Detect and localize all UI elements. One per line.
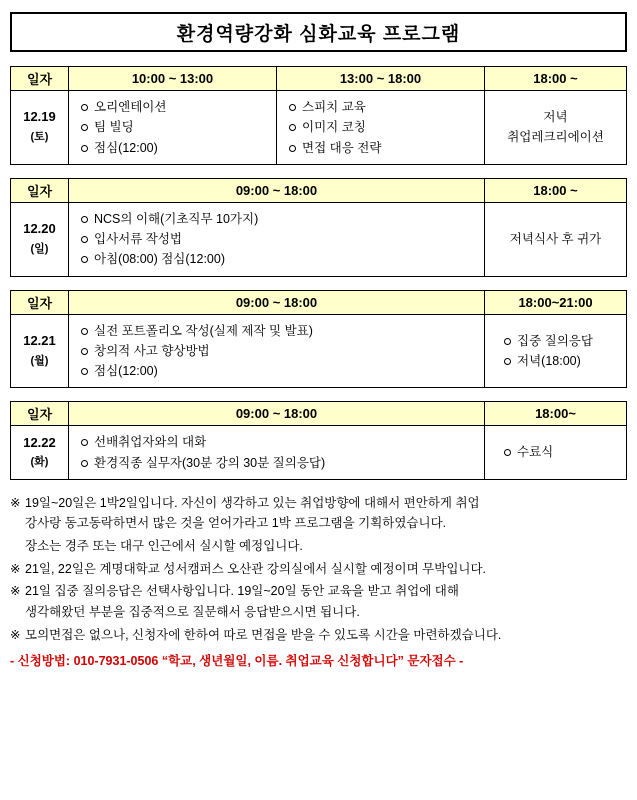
day-of-week: (토): [30, 131, 49, 144]
list-item: 오리엔테이션: [79, 97, 272, 117]
list-item: 아침(08:00) 점심(12:00): [79, 249, 480, 269]
note-item: [10, 625, 627, 646]
column-header-date: 일자: [11, 402, 69, 426]
column-header-date: 일자: [11, 290, 69, 314]
schedule-table-1219: [10, 66, 627, 165]
list-item: NCS의 이해(기초직무 10가지): [79, 209, 480, 229]
table-row: [11, 202, 627, 276]
session-list-evening: [485, 91, 627, 165]
session-list-evening: [485, 426, 627, 480]
list-item: 이미지 코칭: [287, 117, 480, 137]
session-list-morning: [69, 91, 277, 165]
column-header-slot1: 09:00 ~ 18:00: [69, 290, 485, 314]
note-item: [25, 536, 627, 557]
note-line: 19일~20일은 1박2일입니다. 자신이 생각하고 있는 취업방향에 대해서 편안하게 취업: [25, 495, 480, 510]
note-line: 21일 집중 질의응답은 선택사항입니다. 19일~20일 동안 교육을 받고 취업에 대해: [25, 584, 459, 599]
column-header-date: 일자: [11, 178, 69, 202]
table-header-row: [11, 402, 627, 426]
page-title: 환경역량강화 심화교육 프로그램: [176, 23, 461, 45]
table-header-row: [11, 178, 627, 202]
date-value: 12.22: [23, 434, 56, 450]
column-header-slot1: 09:00 ~ 18:00: [69, 402, 485, 426]
list-item: 팀 빌딩: [79, 117, 272, 137]
session-list-evening: [485, 314, 627, 388]
note-item: [10, 493, 627, 534]
column-header-slot2: 18:00~: [485, 402, 627, 426]
column-header-slot2: 18:00 ~: [485, 178, 627, 202]
session-list-afternoon: [277, 91, 485, 165]
page-title-box: [10, 12, 627, 52]
session-list-dayprogram: [69, 202, 485, 276]
list-item: 집중 질의응답: [495, 331, 622, 351]
note-mark: ※: [10, 495, 21, 510]
note-body: [25, 536, 627, 557]
list-item: 점심(12:00): [79, 361, 480, 381]
date-cell: [11, 314, 69, 388]
column-header-slot1: 09:00 ~ 18:00: [69, 178, 485, 202]
column-header-date: 일자: [11, 67, 69, 91]
list-item: 선배취업자와의 대화: [79, 432, 480, 452]
list-item: 점심(12:00): [79, 138, 272, 158]
table-header-row: [11, 290, 627, 314]
day-of-week: (화): [30, 456, 49, 469]
note-line: 21일, 22일은 계명대학교 성서캠퍼스 오산관 강의실에서 실시할 예정이며 무박입니다.: [25, 561, 487, 576]
date-value: 12.21: [23, 332, 56, 348]
column-header-slot3: 18:00 ~: [485, 67, 627, 91]
list-item: 면접 대응 전략: [287, 138, 480, 158]
note-line: 강사랑 동고동락하면서 많은 것을 얻어가라고 1박 프로그램을 기획하였습니다.: [25, 516, 447, 531]
list-item: 환경직종 실무자(30분 강의 30분 질의응답): [79, 453, 480, 473]
note-mark: ※: [10, 561, 21, 576]
note-mark: ※: [10, 627, 21, 642]
notes-section: [10, 493, 627, 672]
list-item: 저녁(18:00): [495, 351, 622, 371]
list-item: 스피치 교육: [287, 97, 480, 117]
note-item: [10, 581, 627, 622]
note-mark: ※: [10, 584, 21, 599]
note-body: [25, 581, 627, 622]
date-cell: [11, 202, 69, 276]
date-value: 12.19: [23, 109, 56, 125]
day-of-week: (월): [30, 354, 49, 367]
list-item: 실전 포트폴리오 작성(실제 제작 및 발표): [79, 321, 480, 341]
list-item: 입사서류 작성법: [79, 229, 480, 249]
list-item: 수료식: [495, 442, 622, 462]
schedule-table-1220: [10, 178, 627, 277]
schedule-table-1221: [10, 290, 627, 389]
session-list-dayprogram: [69, 314, 485, 388]
date-value: 12.20: [23, 221, 56, 237]
note-line: 생각해왔던 부분을 집중적으로 질문해서 응답받으시면 됩니다.: [25, 604, 360, 619]
date-cell: [11, 426, 69, 480]
day-of-week: (일): [30, 243, 49, 256]
evening-line-1: 저녁식사 후 귀가: [509, 232, 602, 247]
table-row: [11, 314, 627, 388]
evening-line-1: 저녁: [543, 110, 568, 125]
contact-line: - 신청방법: 010-7931-0506 “학교, 생년월일, 이름. 취업교육 신청합니다” 문자접수 -: [10, 654, 464, 669]
table-row: [11, 426, 627, 480]
table-header-row: [11, 67, 627, 91]
evening-line-2: 취업레크리에이션: [507, 130, 604, 145]
list-item: 창의적 사고 향상방법: [79, 341, 480, 361]
note-body: [25, 559, 627, 580]
session-list-evening: [485, 202, 627, 276]
note-line: 모의면접은 없으나, 신청자에 한하여 따로 면접을 받을 수 있도록 시간을 마련하겠습니다.: [25, 627, 502, 642]
note-item: [10, 559, 627, 580]
schedule-table-1222: [10, 401, 627, 480]
column-header-slot2: 13:00 ~ 18:00: [277, 67, 485, 91]
column-header-slot2: 18:00~21:00: [485, 290, 627, 314]
note-body: [25, 625, 627, 646]
table-row: [11, 91, 627, 165]
note-line: 장소는 경주 또는 대구 인근에서 실시할 예정입니다.: [25, 539, 303, 553]
note-body: [25, 493, 627, 534]
session-list-dayprogram: [69, 426, 485, 480]
date-cell: [11, 91, 69, 165]
column-header-slot1: 10:00 ~ 13:00: [69, 67, 277, 91]
